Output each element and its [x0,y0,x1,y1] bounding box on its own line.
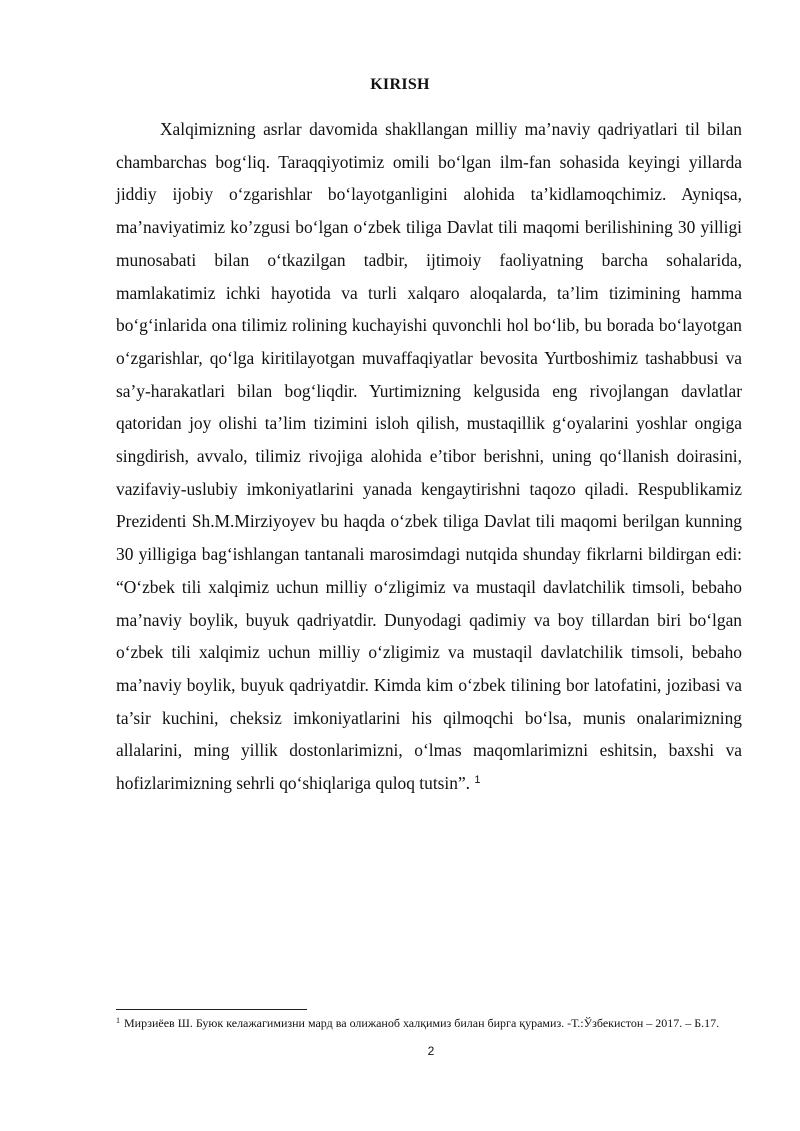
page-title: KIRISH [370,76,430,93]
footnote-text: Мирзиёев Ш. Буюк келажагимизни мард ва олижаноб халқимиз билан бирга қурамиз. -Т.:Ўзбекистон – 2017. – Б.17. [124,1016,720,1030]
footnote [116,1016,742,1031]
paragraph-text: Xalqimizning asrlar davomida shakllangan milliy ma’naviy qadriyatlari til bilan chambarchas bog‘liq. Taraqqiyotimiz omili bo‘lgan ilm-fan sohasida keyingi yillarda jiddiy ijobiy o‘zgarishlar bo‘layotganligini alohida ta’kidlamoqchimiz. Ayniqsa, ma’naviyatimiz ko’zgusi bo‘lgan o‘zbek tiliga Davlat tili maqomi berilishining 30 yilligi munosabati bilan o‘tkazilgan tadbir, ijtimoiy faoliyatning barcha sohalarida, mamlakatimiz ichki hayotida va turli xalqaro aloqalarda, ta’lim tizimining hamma bo‘g‘inlarida ona tilimiz rolining kuchayishi quvonchli hol bo‘lib, bu borada bo‘layotgan o‘zgarishlar, qo‘lga kiritilayotgan muvaffaqiyatlar bevosita Yurtboshimiz tashabbusi va sa’y-harakatlari bilan bog‘liqdir. Yurtimizning kelgusida eng rivojlangan davlatlar qatoridan joy olishi ta’lim tizimini isloh qilish, mustaqillik g‘oyalarini yoshlar ongiga singdirish, avvalo, tilimiz rivojiga alohida e’tibor berishni, uning qo‘llanish doirasini, vazifaviy-uslubiy imkoniyatlarini yanada kengaytirishni taqozo qiladi. Respublikamiz Prezidenti Sh.M.Mirziyoyev bu haqda o‘zbek tiliga Davlat tili maqomi berilgan kunning 30 yilligiga bag‘ishlangan tantanali marosimdagi nutqida shunday fikrlarni bildirgan edi: “O‘zbek tili xalqimiz uchun milliy o‘zligimiz va mustaqil davlatchilik timsoli, bebaho ma’naviy boylik, buyuk qadriyatdir. Dunyodagi qadimiy va boy tillardan biri bo‘lgan o‘zbek tili xalqimiz uchun milliy o‘zligimiz va mustaqil davlatchilik timsoli, bebaho ma’naviy boylik, buyuk qadriyatdir. Kimda kim o‘zbek tilining bor latofatini, jozibasi va ta’sir kuchini, cheksiz imkoniyatlarini his qilmoqchi bo‘lsa, munis onalarimizning allalarini, ming yillik dostonlarimizni, o‘lmas maqomlarimizni eshitsin, baxshi va hofizlarimizning sehrli qo‘shiqlariga quloq tutsin”. [116,119,742,794]
footnote-separator [116,1009,307,1010]
body-paragraph [116,113,742,800]
footnote-reference: 1 [474,774,481,787]
footnote-marker: 1 [116,1016,120,1025]
page-number: 2 [427,1044,435,1058]
